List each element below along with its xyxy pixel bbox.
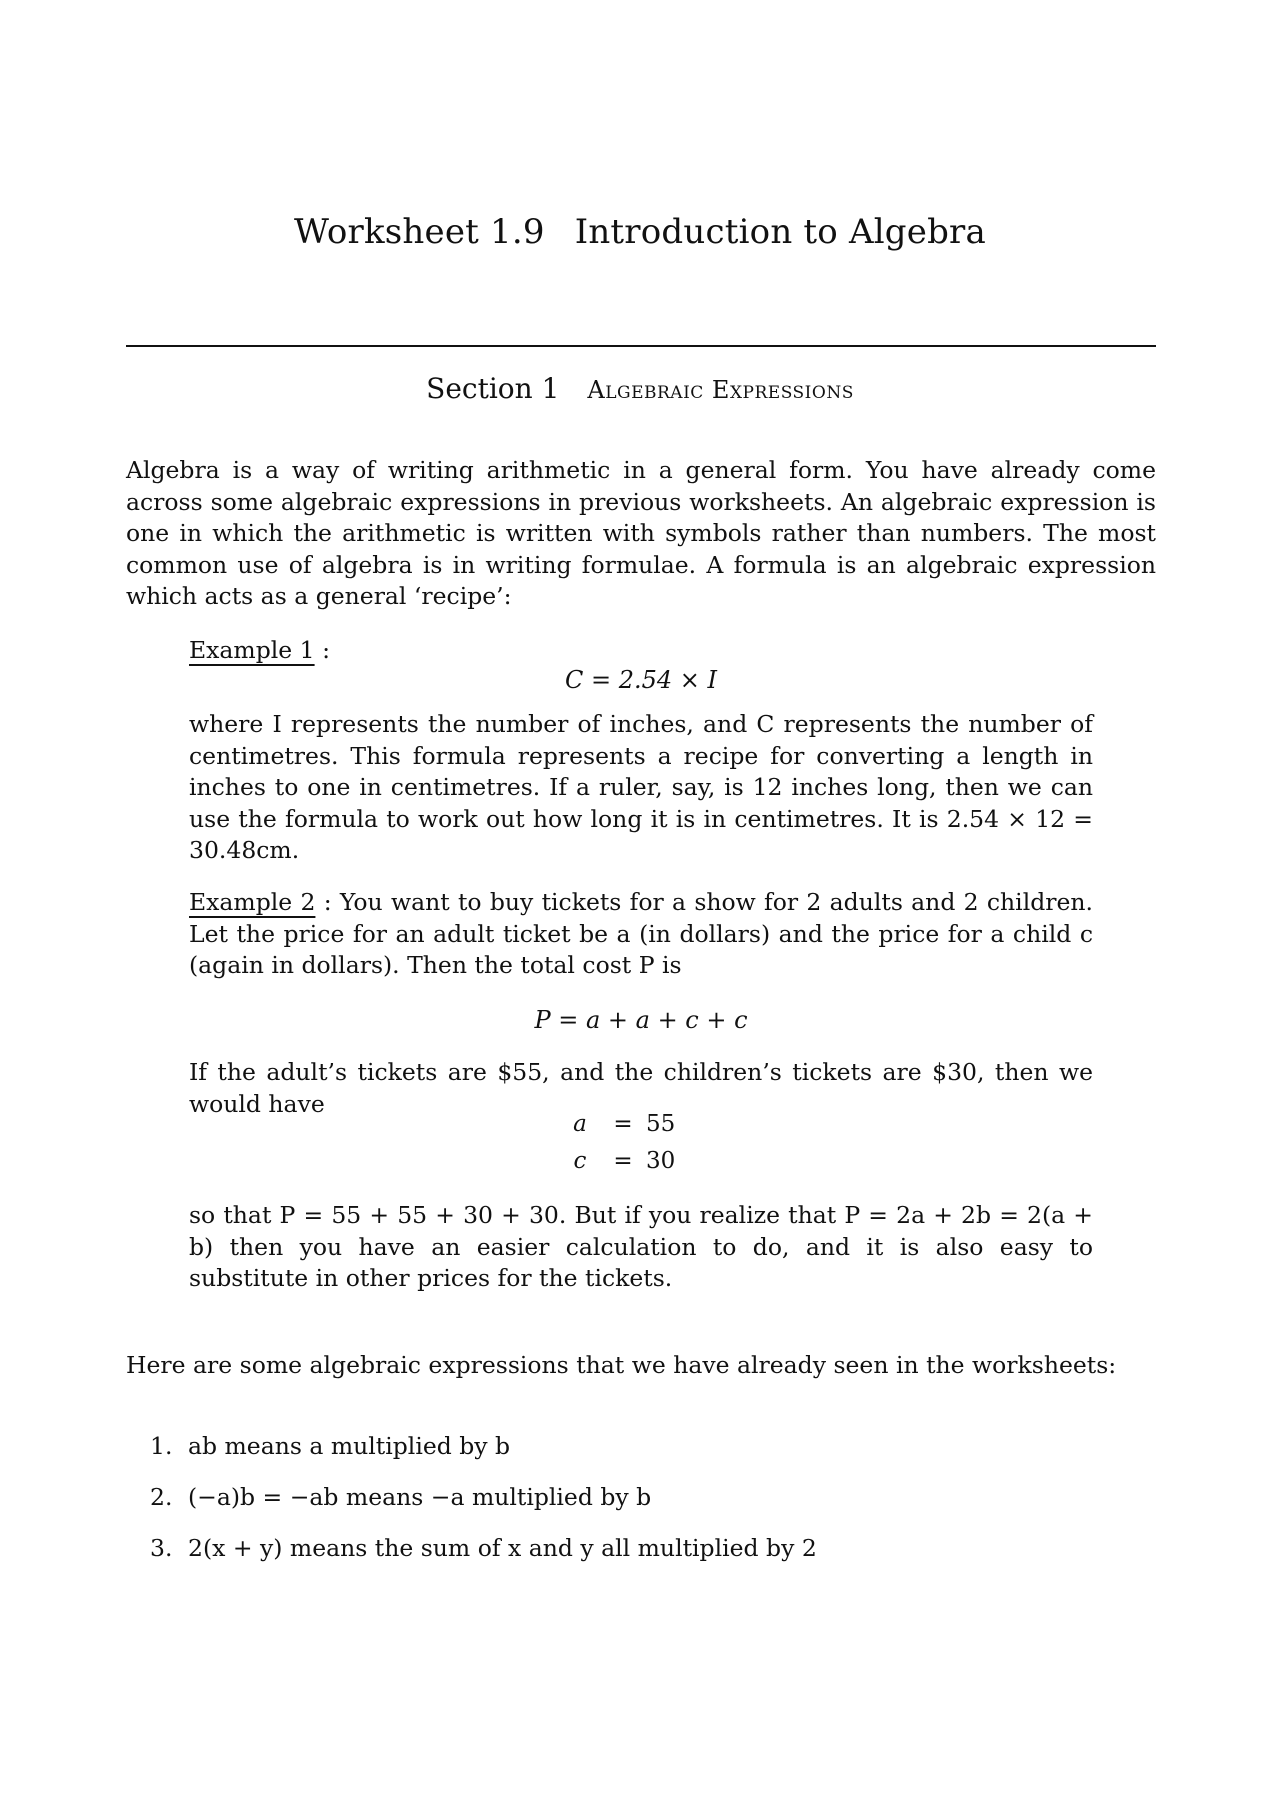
section-name: Algebraic Expressions (587, 376, 854, 404)
price-assignments (560, 1111, 720, 1185)
section-number: Section 1 (426, 372, 560, 405)
example-1-explanation: where I represents the number of inches, and C represents the number of centimetres. This formula represents a recipe for converting a length in inches to one in centimetres. If a ruler, say, is 12 inches long, then we can use the formula to work out how long it is in centimetres. It is 2.54 × 12 = 30.48cm. (189, 710, 1093, 864)
assignment-row: a = 55 (573, 1111, 676, 1137)
list-intro: Here are some algebraic expressions that we have already seen in the worksheets: (126, 1351, 1117, 1379)
example-2-prices-text: If the adult’s tickets are $55, and the children’s tickets are $30, then we would have (189, 1058, 1093, 1118)
example-2-text: You want to buy tickets for a show for 2 adults and 2 children. Let the price for an adult ticket be a (in dollars) and the price for a child c (again in dollars). Then the total cost P is (189, 888, 1094, 979)
example-2-intro: Example 2 : You want to buy tickets for a show for 2 adults and 2 children. Let the price for an adult ticket be a (in dollars) and the price for a child c (again in dollars). Then the total cost P is (189, 888, 1094, 979)
list-item: 1. ab means a multiplied by b (150, 1432, 511, 1460)
section-heading (0, 372, 1280, 405)
example-1-label: Example 1 (189, 636, 315, 664)
example-1-heading: Example 1 : (189, 636, 330, 664)
example-2-conclusion: so that P = 55 + 55 + 30 + 30. But if you realize that P = 2a + 2b = 2(a + b) then you have an easier calculation to do, and it is also easy to substitute in other prices for the tickets. (189, 1201, 1093, 1292)
list-item: 2. (−a)b = −ab means −a multiplied by b (150, 1483, 652, 1511)
example-2-label: Example 2 (189, 888, 316, 916)
list-item: 3. 2(x + y) means the sum of x and y all multiplied by 2 (150, 1534, 817, 1562)
worksheet-number: Worksheet 1.9 (294, 212, 545, 252)
example-2-formula: P = a + a + c + c (534, 1006, 748, 1034)
expressions-list (150, 1432, 1130, 1585)
example-1-formula: C = 2.54 × I (564, 666, 717, 694)
horizontal-rule (126, 345, 1156, 347)
worksheet-topic: Introduction to Algebra (574, 212, 986, 252)
page-title (0, 212, 1280, 252)
assignment-row: c = 30 (573, 1148, 676, 1174)
intro-paragraph: Algebra is a way of writing arithmetic in a general form. You have already come across some algebraic expressions in previous worksheets. An algebraic expression is one in which the arithmetic is written with symbols rather than numbers. The most common use of algebra is in writing formulae. A formula is an algebraic expression which acts as a general ‘recipe’: (126, 456, 1156, 610)
